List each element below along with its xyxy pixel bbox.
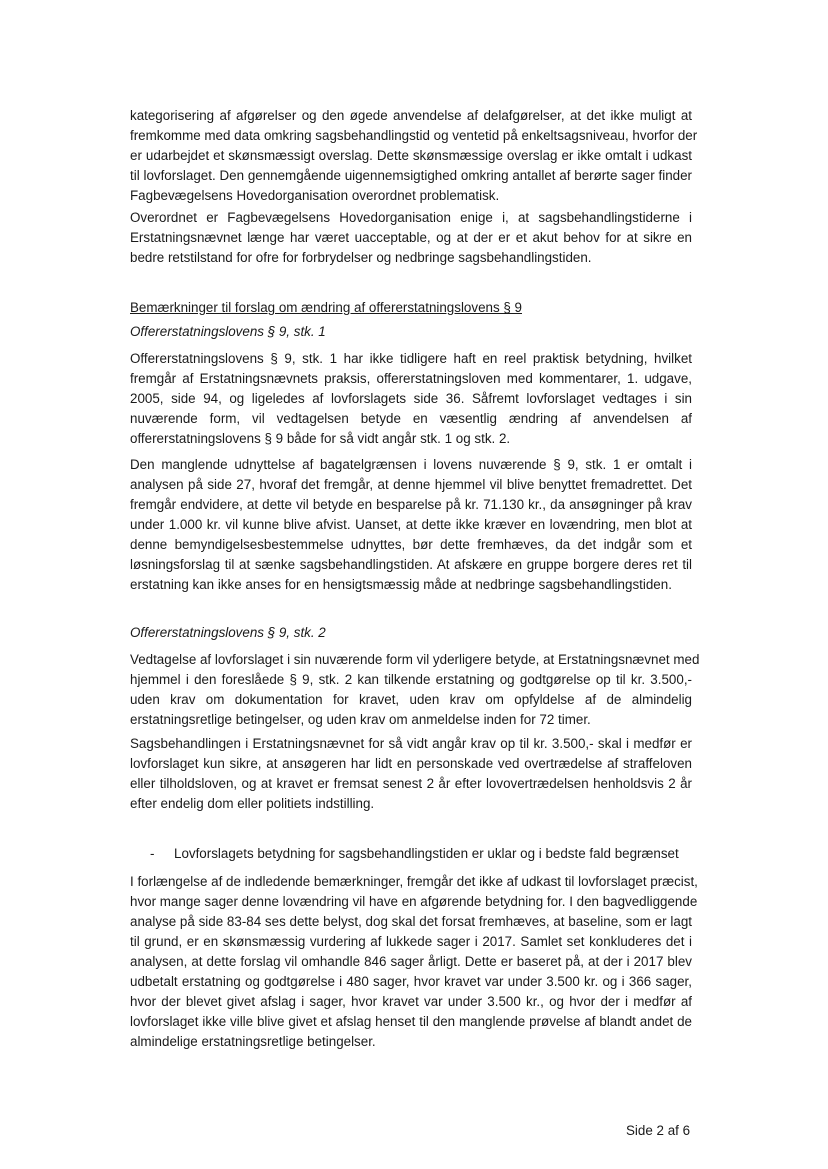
paragraph-overall-position [130, 208, 692, 268]
text-line: bedre retstilstand for ofre for forbrydelser og nedbringe sagsbehandlingstiden. [130, 250, 592, 265]
text-line: eller tilholdsloven, og at kravet er fremsat senest 2 år efter lovovertrædelsen henholdsvis 2 år [130, 776, 692, 791]
paragraph-case-volume [130, 872, 698, 1052]
text-line: analysen på side 27, hvoraf det fremgår, at denne hjemmel vil blive benyttet fremadrettet. Det [130, 477, 692, 492]
text-line: kategorisering af afgørelser og den øgede anvendelse af delafgørelser, at det ikke muligt at [130, 108, 692, 123]
text-line: nuværende form, vil vedtagelsen betyde en væsentlig ændring af anvendelsen af [130, 411, 692, 426]
section-heading: Bemærkninger til forslag om ændring af offererstatningslovens § 9 [130, 300, 522, 315]
text-line: fremgår af Erstatningsnævnets praksis, offererstatningsloven med kommentarer, 1. udgave, [130, 371, 692, 386]
page-number: Side 2 af 6 [626, 1123, 691, 1138]
paragraph-stk1-practice [130, 349, 692, 449]
text-line: Sagsbehandlingen i Erstatningsnævnet for så vidt angår krav op til kr. 3.500,- skal i medfør er [130, 736, 692, 751]
text-line: hvor der blevet givet afslag i sager, hvor kravet var under 3.500 kr., og hvor der i medfør af [130, 994, 692, 1009]
bullet-point-heading [150, 844, 679, 864]
text-line: analysen, at dette forslag vil omhandle 846 sager årligt. Dette er baseret på, at der i 2017 blev [130, 954, 692, 969]
text-line: lovforslaget ikke ville blive givet et afslag henset til den manglende prøvelse af blandt andet de [130, 1014, 692, 1029]
text-line: uden krav om dokumentation for kravet, uden krav om opfyldelse af de almindelig [130, 692, 692, 707]
text-line: Erstatningsnævnet længe har været uacceptable, og at der er et akut behov for at sikre en [130, 230, 692, 245]
subsection-heading-stk2: Offererstatningslovens § 9, stk. 2 [130, 625, 326, 640]
text-line: I forlængelse af de indledende bemærkninger, fremgår det ikke af udkast til lovforslaget præcist, [130, 874, 698, 889]
paragraph-bagatel-limit [130, 455, 692, 595]
text-line: løsningsforslag til at sænke sagsbehandlingstiden. At afskære en gruppe borgere deres ret til [130, 557, 692, 572]
text-line: efter endelig dom eller politiets indstilling. [130, 796, 375, 811]
text-line: hvor mange sager denne lovændring vil have en afgørende betydning for. I den bagvedliggende [130, 894, 698, 909]
bullet-dash: - [150, 846, 155, 861]
text-line: Overordnet er Fagbevægelsens Hovedorganisation enige i, at sagsbehandlingstiderne i [130, 210, 692, 225]
text-line: 2005, side 94, og ligeledes af lovforslagets side 36. Såfremt lovforslaget vedtages i sin [130, 391, 692, 406]
text-line: almindelige erstatningsretlige betingelser. [130, 1034, 376, 1049]
text-line: Den manglende udnyttelse af bagatelgrænsen i lovens nuværende § 9, stk. 1 er omtalt i [130, 457, 692, 472]
text-line: hjemmel i den foreslåede § 9, stk. 2 kan tilkende erstatning og godtgørelse op til kr. 3.500,- [130, 672, 692, 687]
subsection-heading-stk1: Offererstatningslovens § 9, stk. 1 [130, 324, 326, 339]
text-line: Vedtagelse af lovforslaget i sin nuværende form vil yderligere betyde, at Erstatningsnævnet med [130, 652, 700, 667]
text-line: Fagbevægelsens Hovedorganisation overordnet problematisk. [130, 188, 500, 203]
text-line: offererstatningslovens § 9 både for så vidt angår stk. 1 og stk. 2. [130, 431, 511, 446]
text-line: denne bemyndigelsesbestemmelse udnyttes, bør dette fremhæves, da det indgår som et [130, 537, 692, 552]
text-line: under 1.000 kr. vil kunne blive afvist. Uanset, at dette ikke kræver en lovændring, men blot at [130, 517, 692, 532]
bullet-text: Lovforslagets betydning for sagsbehandlingstiden er uklar og i bedste fald begrænset [174, 846, 679, 861]
text-line: til grund, er en skønsmæssig vurdering af lukkede sager i 2017. Samlet set konkluderes det i [130, 934, 692, 949]
text-line: erstatningsretlige betingelser, og uden krav om anmeldelse inden for 72 timer. [130, 712, 591, 727]
text-line: analyse på side 83-84 ses dette belyst, dog skal det forsat fremhæves, at baseline, som er lagt [130, 914, 692, 929]
text-line: udbetalt erstatning og godtgørelse i 480 sager, hvor kravet var under 3.500 kr. og i 366 sager, [130, 974, 692, 989]
text-line: til lovforslaget. Den gennemgående uigennemsigtighed omkring antallet af berørte sager finder [130, 168, 692, 183]
text-line: er udarbejdet et skønsmæssigt overslag. Dette skønsmæssige overslag er ikke omtalt i udkast [130, 148, 692, 163]
paragraph-data-uncertainty [130, 106, 698, 206]
text-line: lovforslaget kun sikre, at ansøgeren har lidt en personskade ved overtrædelse af straffeloven [130, 756, 692, 771]
text-line: Offererstatningslovens § 9, stk. 1 har ikke tidligere haft en reel praktisk betydning, hvilket [130, 351, 692, 366]
text-line: fremkomme med data omkring sagsbehandlingstid og ventetid på enkeltsagsniveau, hvorfor der [130, 128, 698, 143]
paragraph-stk2-processing [130, 734, 692, 814]
text-line: fremgår endvidere, at dette vil betyde en besparelse på kr. 71.130 kr., da ansøgninger på krav [130, 497, 692, 512]
text-line: erstatning kan ikke anses for en hensigtsmæssig måde at nedbringe sagsbehandlingstiden. [130, 577, 672, 592]
paragraph-stk2-adoption [130, 650, 700, 730]
